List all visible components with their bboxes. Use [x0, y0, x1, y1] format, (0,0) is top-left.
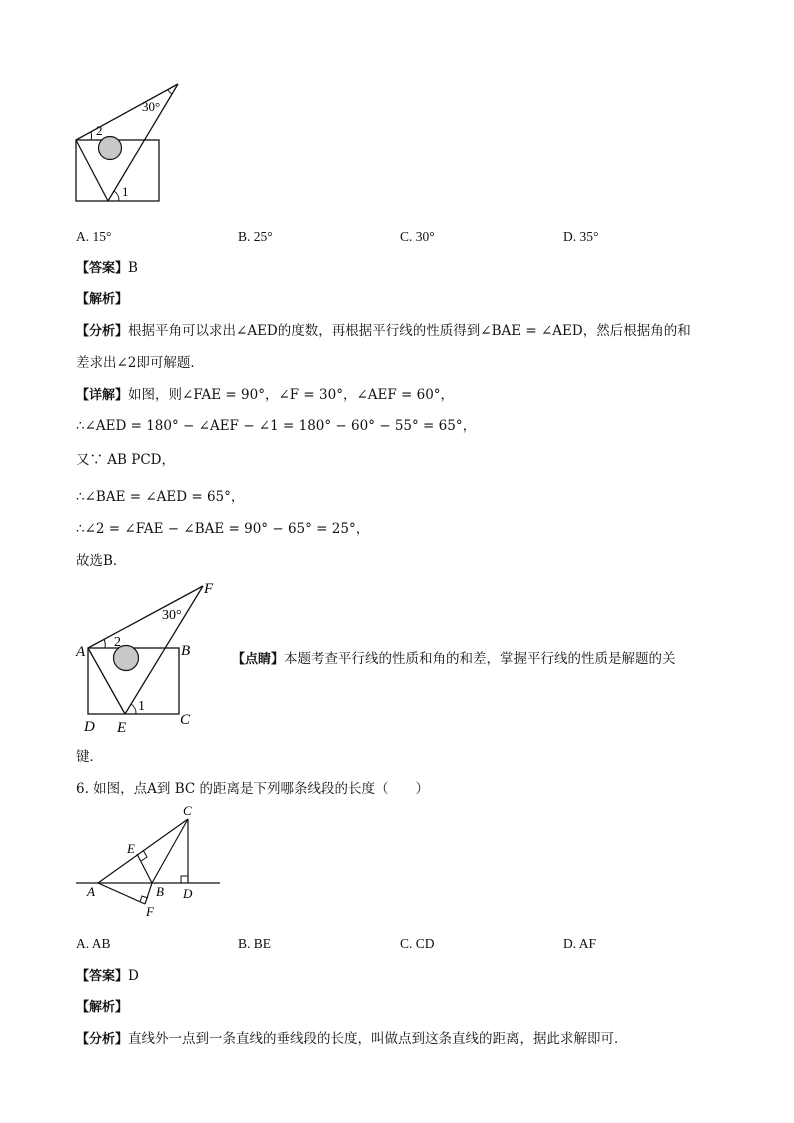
- point-c: C: [183, 803, 192, 818]
- q5-option-b: B. 25°: [238, 229, 273, 244]
- analysis-tag: 【解析】: [76, 292, 129, 307]
- q5-step-2: 又∵ AB PCD，: [76, 452, 175, 468]
- coin-circle: [99, 137, 122, 160]
- q5-dianjing-line: [232, 650, 676, 669]
- line-bf: [145, 883, 152, 904]
- point-e: E: [127, 841, 135, 856]
- figure-mid: [72, 576, 232, 738]
- q5-dianjing-tail: 键．: [76, 749, 103, 765]
- q5-step-3: ∴∠BAE = ∠AED = 65°，: [76, 489, 245, 505]
- angle-arc-1: [114, 191, 119, 201]
- q5-step-4: ∴∠2 = ∠FAE − ∠BAE = 90° − 65° = 25°，: [76, 521, 370, 537]
- q6-fenxi-line: [76, 1030, 628, 1049]
- analysis-tag: 【解析】: [76, 1000, 129, 1015]
- dianjing-tag: 【点睛】: [232, 652, 285, 667]
- q5-option-d: D. 35°: [563, 229, 599, 244]
- angle-label-1: 1: [122, 184, 129, 199]
- q5-conclusion: 故选B．: [76, 553, 127, 569]
- figure-top: [70, 78, 180, 206]
- q6-option-a: A. AB: [76, 936, 111, 951]
- point-d: D: [84, 719, 95, 735]
- q5-fenxi-line2: 差求出∠2即可解题．: [76, 355, 204, 371]
- q6-option-c: C. CD: [400, 936, 435, 951]
- angle-arc-2: [104, 639, 105, 648]
- q6-question: 6. 如图，点A到 BC 的距离是下列哪条线段的长度（ ）: [76, 781, 430, 797]
- angle-label-2: 2: [96, 123, 103, 138]
- line-af: [76, 84, 178, 140]
- right-angle-d: [181, 876, 188, 883]
- line-ef: [125, 586, 203, 714]
- xiangjie-tag: 【详解】: [76, 388, 129, 403]
- q6-option-b: B. BE: [238, 936, 272, 951]
- q5-option-c: C. 30°: [400, 229, 435, 244]
- q5-xiangjie-line: [76, 386, 454, 405]
- point-b: B: [181, 643, 191, 659]
- line-af: [88, 586, 203, 648]
- angle-arc-f: [168, 90, 172, 94]
- xiangjie-text: 如图，则∠FAE = 90°，∠F = 30°，∠AEF = 60°，: [128, 387, 455, 403]
- point-d: D: [183, 886, 193, 901]
- point-f: F: [204, 581, 214, 597]
- q5-option-a: A. 15°: [76, 229, 112, 244]
- answer-tag: 【答案】: [76, 261, 129, 276]
- dianjing-text: 本题考查平行线的性质和角的和差，掌握平行线的性质是解题的关: [284, 651, 676, 667]
- figure-q6: [74, 802, 224, 920]
- angle-arc-2: [91, 132, 92, 140]
- q5-analysis-tag: [76, 290, 128, 309]
- angle-label-1: 1: [138, 699, 145, 714]
- fenxi-tag: 【分析】: [76, 1032, 129, 1047]
- q6-analysis-tag: [76, 998, 128, 1017]
- line-af: [98, 883, 145, 904]
- point-e: E: [117, 720, 127, 736]
- point-a: A: [76, 644, 86, 660]
- q6-answer-line: [76, 967, 139, 986]
- q6-option-d: D. AF: [563, 936, 597, 951]
- angle-label-30: 30°: [162, 608, 182, 623]
- fenxi-text: 直线外一点到一条直线的垂线段的长度，叫做点到这条直线的距离，据此求解即可．: [128, 1031, 628, 1047]
- fenxi-tag: 【分析】: [76, 324, 129, 339]
- point-a: A: [87, 884, 95, 899]
- q5-fenxi-line1: [76, 322, 691, 341]
- angle-arc-1: [131, 704, 136, 714]
- point-f: F: [146, 904, 154, 919]
- point-b: B: [156, 884, 164, 899]
- angle-label-30: 30°: [142, 99, 161, 114]
- angle-label-2: 2: [114, 635, 121, 650]
- fenxi-text-line1: 根据平角可以求出∠AED的度数，再根据平行线的性质得到∠BAE = ∠AED，然后根据角的和: [128, 323, 691, 339]
- answer-tag: 【答案】: [76, 969, 129, 984]
- line-bc: [152, 819, 188, 883]
- answer-value: D: [128, 968, 139, 984]
- q5-step-1: ∴∠AED = 180° − ∠AEF − ∠1 = 180° − 60° − 55° = 65°，: [76, 418, 477, 434]
- point-c: C: [180, 712, 191, 728]
- q5-answer-line: [76, 259, 138, 278]
- answer-value: B: [128, 260, 138, 276]
